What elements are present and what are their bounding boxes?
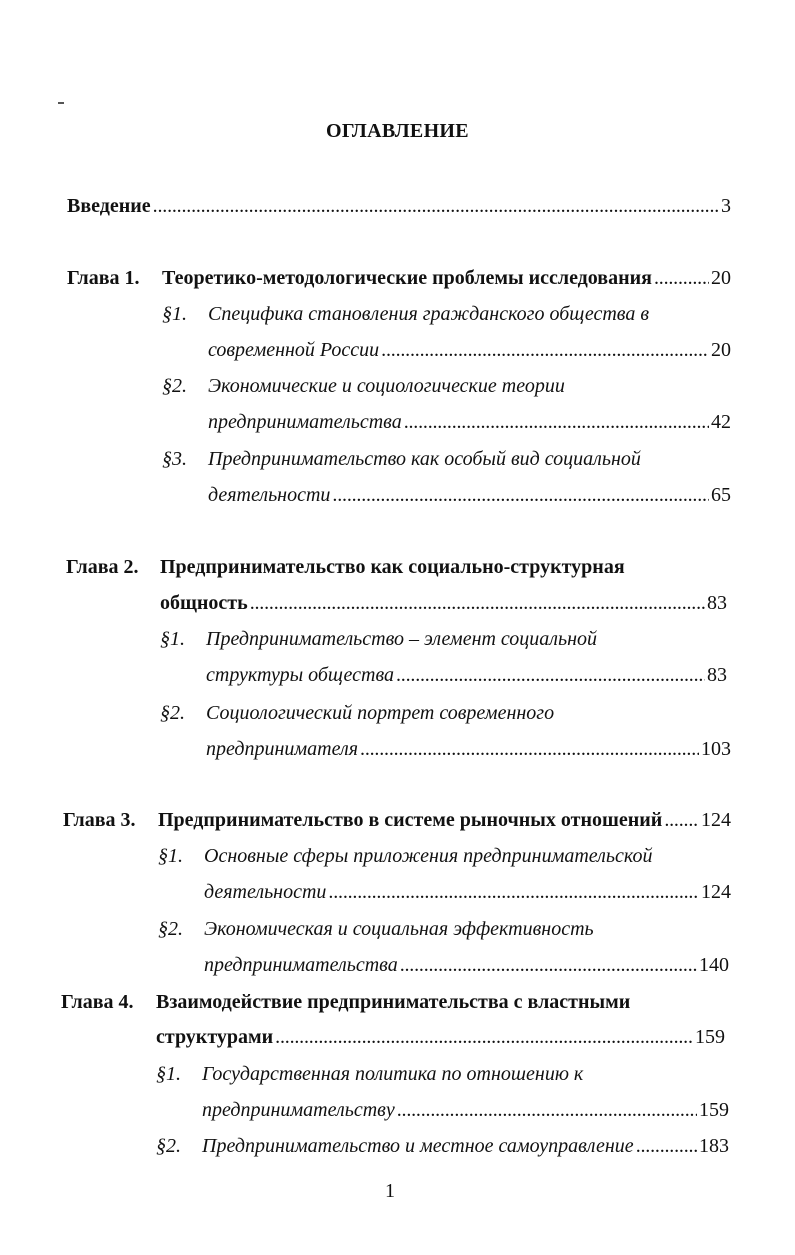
section-title-line[interactable]: Экономические и социологические теории	[208, 375, 565, 397]
section-title-line[interactable]: Специфика становления гражданского общества в	[208, 303, 650, 325]
toc-page-number: 183	[699, 1135, 729, 1157]
section-number: §1.	[156, 1063, 181, 1085]
chapter-title-line[interactable]: Предпринимательство как социально-структурная	[160, 556, 625, 578]
section-title-line: современной России	[208, 339, 380, 361]
chapter-title-line[interactable]: Взаимодействие предпринимательства с властными	[156, 991, 631, 1013]
toc-entry-section[interactable]	[206, 737, 731, 761]
section-number: §2.	[158, 918, 183, 940]
toc-entry-chapter-3[interactable]	[158, 808, 731, 832]
section-number: §2.	[162, 375, 187, 397]
toc-page-number: 159	[695, 1026, 725, 1048]
section-title-line[interactable]: Предпринимательство как особый вид социальной	[208, 448, 641, 470]
leader-dots	[360, 737, 699, 761]
chapter-label: Глава 1.	[67, 267, 140, 289]
section-title-line: предпринимательства	[208, 411, 402, 433]
toc-entry-section[interactable]	[208, 483, 731, 507]
chapter-title-line: общность	[160, 592, 248, 614]
chapter-label: Глава 2.	[66, 556, 139, 578]
chapter-title: Теоретико-методологические проблемы исследования	[162, 267, 652, 289]
toc-page-number: 103	[701, 738, 731, 760]
section-number: §1.	[160, 628, 185, 650]
section-title-line: деятельности	[204, 881, 327, 903]
leader-dots	[275, 1025, 693, 1049]
toc-page-number: 65	[711, 484, 731, 506]
section-title-line: предпринимателя	[206, 738, 359, 760]
toc-page-number: 159	[699, 1099, 729, 1121]
leader-dots	[664, 808, 699, 832]
chapter-title: Предпринимательство в системе рыночных отношений	[158, 809, 663, 831]
leader-dots	[404, 410, 709, 434]
page-number: 1	[385, 1180, 395, 1202]
toc-entry-label: Введение	[67, 195, 151, 217]
chapter-title-line: структурами	[156, 1026, 274, 1048]
scan-speck	[58, 102, 64, 104]
toc-entry-chapter-4[interactable]	[156, 1025, 725, 1049]
toc-entry-chapter-1[interactable]	[162, 266, 731, 290]
chapter-label: Глава 3.	[63, 809, 136, 831]
section-title-line[interactable]: Социологический портрет современного	[206, 702, 555, 724]
leader-dots	[636, 1134, 697, 1158]
section-title-line[interactable]: Экономическая и социальная эффективность	[204, 918, 594, 940]
section-number: §1.	[158, 845, 183, 867]
section-title-line[interactable]: Основные сферы приложения предпринимательской	[204, 845, 653, 867]
toc-entry-intro[interactable]	[67, 194, 731, 218]
toc-page-number: 83	[707, 592, 727, 614]
section-title-line: предпринимательству	[202, 1099, 395, 1121]
leader-dots	[381, 338, 709, 362]
toc-entry-section[interactable]	[208, 410, 731, 434]
chapter-label: Глава 4.	[61, 991, 134, 1013]
section-number: §2.	[160, 702, 185, 724]
leader-dots	[250, 591, 705, 615]
toc-page-number: 3	[721, 195, 731, 217]
toc-page-number: 140	[699, 954, 729, 976]
section-title-line: предпринимательства	[204, 954, 398, 976]
leader-dots	[397, 1098, 697, 1122]
leader-dots	[332, 483, 709, 507]
section-title-line[interactable]: Предпринимательство – элемент социальной	[206, 628, 598, 650]
toc-entry-section[interactable]	[202, 1134, 729, 1158]
toc-entry-section[interactable]	[204, 880, 731, 904]
section-number: §2.	[156, 1135, 181, 1157]
leader-dots	[654, 266, 709, 290]
toc-page-number: 20	[711, 339, 731, 361]
leader-dots	[400, 953, 697, 977]
section-title-line: Предпринимательство и местное самоуправление	[202, 1135, 634, 1157]
toc-entry-section[interactable]	[202, 1098, 729, 1122]
section-title-line: структуры общества	[206, 664, 394, 686]
section-title-line[interactable]: Государственная политика по отношению к	[202, 1063, 584, 1085]
toc-entry-section[interactable]	[204, 953, 729, 977]
toc-page-number: 124	[701, 881, 731, 903]
section-title-line: деятельности	[208, 484, 331, 506]
toc-page-number: 20	[711, 267, 731, 289]
leader-dots	[153, 194, 719, 218]
toc-entry-section[interactable]	[208, 338, 731, 362]
page-title: ОГЛАВЛЕНИЕ	[326, 120, 469, 142]
section-number: §1.	[162, 303, 187, 325]
section-number: §3.	[162, 448, 187, 470]
toc-entry-chapter-2[interactable]	[160, 591, 727, 615]
toc-page-number: 124	[701, 809, 731, 831]
toc-page-number: 83	[707, 664, 727, 686]
leader-dots	[328, 880, 699, 904]
toc-page-number: 42	[711, 411, 731, 433]
leader-dots	[396, 663, 705, 687]
toc-entry-section[interactable]	[206, 663, 727, 687]
